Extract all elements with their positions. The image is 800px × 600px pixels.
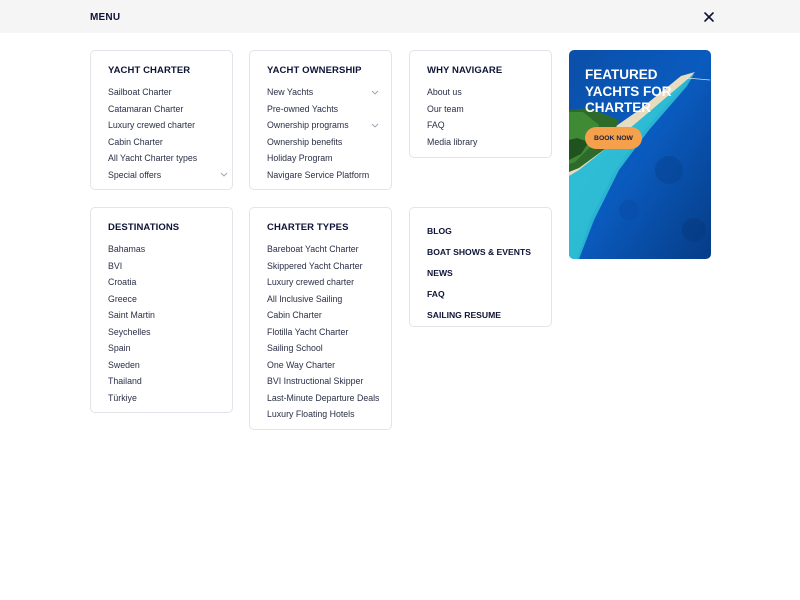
menu-item-luxury-crewed-charter[interactable]: Luxury crewed charter <box>108 120 196 131</box>
menu-item-about-us[interactable]: About us <box>427 87 462 98</box>
menu-item-news[interactable]: NEWS <box>427 267 453 278</box>
menu-item-new-yachts[interactable]: New Yachts <box>267 84 379 101</box>
yacht-charter-list <box>108 84 228 183</box>
destinations-heading: DESTINATIONS <box>108 222 180 233</box>
why-navigare-heading: WHY NAVIGARE <box>427 65 503 76</box>
menu-item-faq-link[interactable]: FAQ <box>427 288 445 299</box>
menu-item-faq[interactable]: FAQ <box>427 120 445 131</box>
menu-item-bareboat-yacht-charter[interactable]: Bareboat Yacht Charter <box>267 244 359 255</box>
menu-item-special-offers[interactable]: Special offers <box>108 167 228 184</box>
menu-item-flotilla-yacht-charter[interactable]: Flotilla Yacht Charter <box>267 326 349 337</box>
quick-links-card <box>409 207 552 327</box>
yacht-ownership-heading: YACHT OWNERSHIP <box>267 65 362 76</box>
menu-item-luxury-crewed-charter[interactable]: Luxury crewed charter <box>267 277 355 288</box>
destinations-card <box>90 207 233 413</box>
why-navigare-list <box>427 84 547 150</box>
chevron-down-icon[interactable] <box>220 172 228 177</box>
yacht-ownership-card <box>249 50 392 190</box>
close-button[interactable] <box>701 9 717 25</box>
menu-item-saint-martin[interactable]: Saint Martin <box>108 310 155 321</box>
menu-item-cabin-charter[interactable]: Cabin Charter <box>108 136 163 147</box>
menu-item-sailboat-charter[interactable]: Sailboat Charter <box>108 87 172 98</box>
menu-item-catamaran-charter[interactable]: Catamaran Charter <box>108 103 184 114</box>
menu-item-seychelles[interactable]: Seychelles <box>108 326 151 337</box>
yacht-charter-heading: YACHT CHARTER <box>108 65 191 76</box>
menu-item-bvi-instructional-skipper[interactable]: BVI Instructional Skipper <box>267 376 364 387</box>
menu-item-bahamas[interactable]: Bahamas <box>108 244 146 255</box>
menu-item-sailing-school[interactable]: Sailing School <box>267 343 323 354</box>
menu-title: MENU <box>90 12 121 23</box>
menu-item-boat-shows-events[interactable]: BOAT SHOWS & EVENTS <box>427 246 531 257</box>
featured-yachts-promo[interactable] <box>569 50 711 259</box>
chevron-down-icon[interactable] <box>371 123 379 128</box>
menu-item-turkiye[interactable]: Türkiye <box>108 392 137 403</box>
menu-item-all-inclusive-sailing[interactable]: All Inclusive Sailing <box>267 293 343 304</box>
why-navigare-card <box>409 50 552 158</box>
menu-item-croatia[interactable]: Croatia <box>108 277 137 288</box>
charter-types-heading: CHARTER TYPES <box>267 222 349 233</box>
menu-item-media-library[interactable]: Media library <box>427 136 478 147</box>
menu-item-sweden[interactable]: Sweden <box>108 359 140 370</box>
book-now-button[interactable]: BOOK NOW <box>585 127 642 149</box>
menu-item-spain[interactable]: Spain <box>108 343 131 354</box>
menu-item-cabin-charter[interactable]: Cabin Charter <box>267 310 322 321</box>
menu-item-last-minute-departure-deals[interactable]: Last-Minute Departure Deals <box>267 392 380 403</box>
chevron-down-icon[interactable] <box>371 90 379 95</box>
destinations-list <box>108 241 228 406</box>
menu-item-holiday-program[interactable]: Holiday Program <box>267 153 333 164</box>
menu-item-one-way-charter[interactable]: One Way Charter <box>267 359 336 370</box>
menu-topbar <box>0 0 800 33</box>
menu-item-luxury-floating-hotels[interactable]: Luxury Floating Hotels <box>267 409 355 420</box>
menu-item-our-team[interactable]: Our team <box>427 103 464 114</box>
menu-item-blog[interactable]: BLOG <box>427 225 452 236</box>
yacht-charter-card <box>90 50 233 190</box>
menu-item-pre-owned-yachts[interactable]: Pre-owned Yachts <box>267 103 339 114</box>
close-icon[interactable] <box>701 9 717 25</box>
menu-item-bvi[interactable]: BVI <box>108 260 123 271</box>
charter-types-list <box>267 241 387 423</box>
yacht-ownership-list <box>267 84 379 183</box>
menu-item-sailing-resume[interactable]: SAILING RESUME <box>427 309 502 320</box>
charter-types-card <box>249 207 392 430</box>
menu-item-skippered-yacht-charter[interactable]: Skippered Yacht Charter <box>267 260 363 271</box>
promo-title: FEATURED YACHTS FOR CHARTER <box>585 67 672 115</box>
menu-item-greece[interactable]: Greece <box>108 293 137 304</box>
menu-item-ownership-benefits[interactable]: Ownership benefits <box>267 136 343 147</box>
menu-item-ownership-programs[interactable]: Ownership programs <box>267 117 379 134</box>
menu-item-navigare-service-platform[interactable]: Navigare Service Platform <box>267 169 370 180</box>
menu-item-thailand[interactable]: Thailand <box>108 376 142 387</box>
quick-links-list <box>427 220 547 325</box>
menu-item-all-yacht-charter-types[interactable]: All Yacht Charter types <box>108 153 198 164</box>
